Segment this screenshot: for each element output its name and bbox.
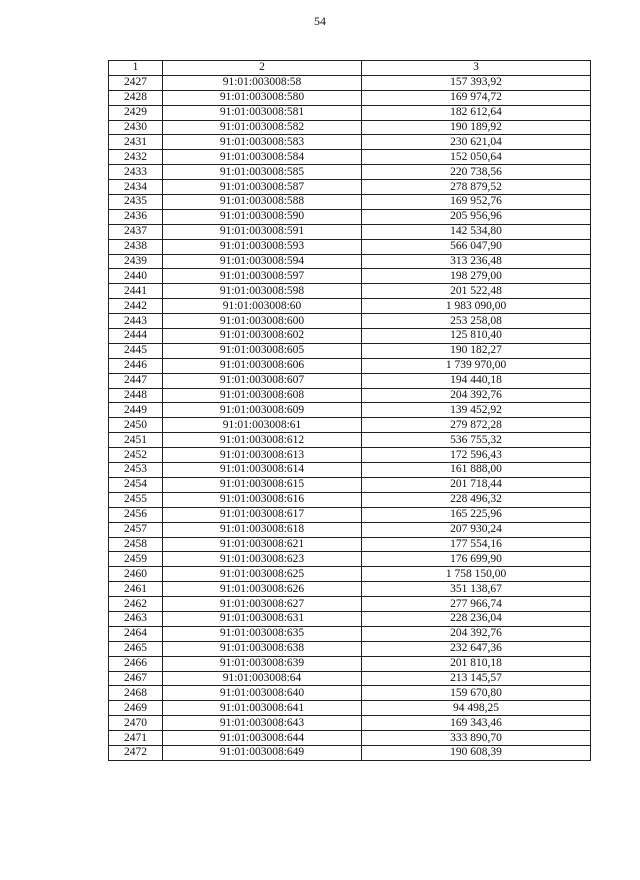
cell-cadastral-number: 91:01:003008:649 (163, 745, 362, 760)
table-row (109, 314, 591, 329)
cell-value: 1 983 090,00 (362, 299, 591, 314)
cell-cadastral-number: 91:01:003008:587 (163, 180, 362, 195)
cell-value: 278 879,52 (362, 180, 591, 195)
cell-value: 190 608,39 (362, 745, 591, 760)
cell-cadastral-number: 91:01:003008:638 (163, 641, 362, 656)
cadastral-value-table (108, 60, 591, 761)
cell-row-number: 2453 (109, 463, 163, 478)
cell-value: 172 596,43 (362, 448, 591, 463)
column-header-number: 1 (109, 61, 163, 76)
table-row (109, 448, 591, 463)
table-row (109, 135, 591, 150)
cell-cadastral-number: 91:01:003008:621 (163, 537, 362, 552)
table-row (109, 373, 591, 388)
header-row (109, 61, 591, 76)
cell-value: 159 670,80 (362, 686, 591, 701)
cell-row-number: 2430 (109, 120, 163, 135)
table-row (109, 463, 591, 478)
cell-value: 157 393,92 (362, 75, 591, 90)
cell-row-number: 2445 (109, 343, 163, 358)
cell-cadastral-number: 91:01:003008:597 (163, 269, 362, 284)
cell-row-number: 2439 (109, 254, 163, 269)
column-header-cadastral-number: 2 (163, 61, 362, 76)
table-row (109, 626, 591, 641)
table-row (109, 150, 591, 165)
table-body (109, 75, 591, 760)
cell-row-number: 2465 (109, 641, 163, 656)
cell-value: 194 440,18 (362, 373, 591, 388)
cell-cadastral-number: 91:01:003008:617 (163, 507, 362, 522)
cell-row-number: 2454 (109, 477, 163, 492)
cell-value: 205 956,96 (362, 209, 591, 224)
cell-value: 351 138,67 (362, 582, 591, 597)
cell-row-number: 2458 (109, 537, 163, 552)
table-row (109, 329, 591, 344)
cell-cadastral-number: 91:01:003008:583 (163, 135, 362, 150)
cell-row-number: 2452 (109, 448, 163, 463)
cell-row-number: 2436 (109, 209, 163, 224)
cell-row-number: 2462 (109, 597, 163, 612)
cell-cadastral-number: 91:01:003008:593 (163, 239, 362, 254)
cell-value: 204 392,76 (362, 626, 591, 641)
cell-value: 177 554,16 (362, 537, 591, 552)
table-row (109, 716, 591, 731)
table-row (109, 641, 591, 656)
table-row (109, 671, 591, 686)
cell-row-number: 2446 (109, 358, 163, 373)
table-row (109, 582, 591, 597)
table-header (109, 61, 591, 76)
cell-value: 125 810,40 (362, 329, 591, 344)
table-row (109, 686, 591, 701)
cell-cadastral-number: 91:01:003008:612 (163, 433, 362, 448)
cell-cadastral-number: 91:01:003008:614 (163, 463, 362, 478)
cell-cadastral-number: 91:01:003008:641 (163, 701, 362, 716)
cell-row-number: 2435 (109, 195, 163, 210)
cell-value: 220 738,56 (362, 165, 591, 180)
table-row (109, 433, 591, 448)
cell-cadastral-number: 91:01:003008:635 (163, 626, 362, 641)
cell-value: 228 236,04 (362, 611, 591, 626)
cell-cadastral-number: 91:01:003008:591 (163, 224, 362, 239)
cell-row-number: 2431 (109, 135, 163, 150)
table-row (109, 269, 591, 284)
cell-value: 176 699,90 (362, 552, 591, 567)
table-row (109, 195, 591, 210)
page-number: 54 (314, 14, 326, 28)
cell-cadastral-number: 91:01:003008:623 (163, 552, 362, 567)
table-row (109, 299, 591, 314)
cell-cadastral-number: 91:01:003008:590 (163, 209, 362, 224)
cell-value: 1 758 150,00 (362, 567, 591, 582)
column-header-value: 3 (362, 61, 591, 76)
table-row (109, 224, 591, 239)
cell-row-number: 2434 (109, 180, 163, 195)
cell-row-number: 2429 (109, 105, 163, 120)
cell-cadastral-number: 91:01:003008:584 (163, 150, 362, 165)
cell-value: 204 392,76 (362, 388, 591, 403)
cell-value: 169 952,76 (362, 195, 591, 210)
cell-value: 169 974,72 (362, 90, 591, 105)
cell-value: 169 343,46 (362, 716, 591, 731)
table-row (109, 180, 591, 195)
cell-row-number: 2456 (109, 507, 163, 522)
cell-value: 566 047,90 (362, 239, 591, 254)
cell-cadastral-number: 91:01:003008:613 (163, 448, 362, 463)
cell-value: 207 930,24 (362, 522, 591, 537)
cell-row-number: 2471 (109, 731, 163, 746)
table-row (109, 105, 591, 120)
cell-value: 230 621,04 (362, 135, 591, 150)
cell-cadastral-number: 91:01:003008:644 (163, 731, 362, 746)
cell-row-number: 2428 (109, 90, 163, 105)
cell-value: 201 522,48 (362, 284, 591, 299)
cell-value: 1 739 970,00 (362, 358, 591, 373)
cell-row-number: 2449 (109, 403, 163, 418)
table-row (109, 537, 591, 552)
table-row (109, 343, 591, 358)
table-row (109, 745, 591, 760)
table-row (109, 120, 591, 135)
cell-row-number: 2457 (109, 522, 163, 537)
table-row (109, 507, 591, 522)
cell-value: 198 279,00 (362, 269, 591, 284)
cell-row-number: 2433 (109, 165, 163, 180)
cell-value: 277 966,74 (362, 597, 591, 612)
table-row (109, 597, 591, 612)
cell-cadastral-number: 91:01:003008:615 (163, 477, 362, 492)
cell-cadastral-number: 91:01:003008:600 (163, 314, 362, 329)
table-row (109, 492, 591, 507)
cell-row-number: 2447 (109, 373, 163, 388)
cell-cadastral-number: 91:01:003008:607 (163, 373, 362, 388)
table-row (109, 75, 591, 90)
cell-row-number: 2442 (109, 299, 163, 314)
table-row (109, 403, 591, 418)
cell-row-number: 2448 (109, 388, 163, 403)
cell-value: 201 810,18 (362, 656, 591, 671)
cell-value: 213 145,57 (362, 671, 591, 686)
cell-row-number: 2464 (109, 626, 163, 641)
cell-value: 253 258,08 (362, 314, 591, 329)
cell-value: 279 872,28 (362, 418, 591, 433)
table-row (109, 418, 591, 433)
cell-cadastral-number: 91:01:003008:609 (163, 403, 362, 418)
cell-cadastral-number: 91:01:003008:581 (163, 105, 362, 120)
cell-row-number: 2468 (109, 686, 163, 701)
cell-value: 201 718,44 (362, 477, 591, 492)
cell-cadastral-number: 91:01:003008:625 (163, 567, 362, 582)
cell-row-number: 2444 (109, 329, 163, 344)
cell-row-number: 2470 (109, 716, 163, 731)
cell-cadastral-number: 91:01:003008:608 (163, 388, 362, 403)
table-row (109, 522, 591, 537)
cell-value: 232 647,36 (362, 641, 591, 656)
cell-value: 182 612,64 (362, 105, 591, 120)
cell-cadastral-number: 91:01:003008:631 (163, 611, 362, 626)
cell-cadastral-number: 91:01:003008:639 (163, 656, 362, 671)
cell-cadastral-number: 91:01:003008:618 (163, 522, 362, 537)
cell-value: 313 236,48 (362, 254, 591, 269)
cell-row-number: 2466 (109, 656, 163, 671)
table-row (109, 611, 591, 626)
cell-cadastral-number: 91:01:003008:605 (163, 343, 362, 358)
cell-cadastral-number: 91:01:003008:585 (163, 165, 362, 180)
cell-value: 139 452,92 (362, 403, 591, 418)
cell-cadastral-number: 91:01:003008:626 (163, 582, 362, 597)
cell-value: 536 755,32 (362, 433, 591, 448)
cell-value: 161 888,00 (362, 463, 591, 478)
cell-row-number: 2451 (109, 433, 163, 448)
cell-row-number: 2463 (109, 611, 163, 626)
cell-cadastral-number: 91:01:003008:602 (163, 329, 362, 344)
cell-cadastral-number: 91:01:003008:640 (163, 686, 362, 701)
table-row (109, 165, 591, 180)
table-row (109, 358, 591, 373)
table-row (109, 731, 591, 746)
cell-cadastral-number: 91:01:003008:582 (163, 120, 362, 135)
cell-value: 228 496,32 (362, 492, 591, 507)
table-row (109, 552, 591, 567)
cell-row-number: 2469 (109, 701, 163, 716)
cell-row-number: 2459 (109, 552, 163, 567)
cell-row-number: 2443 (109, 314, 163, 329)
cell-row-number: 2432 (109, 150, 163, 165)
cell-cadastral-number: 91:01:003008:627 (163, 597, 362, 612)
cell-value: 94 498,25 (362, 701, 591, 716)
table-row (109, 567, 591, 582)
table-row (109, 209, 591, 224)
cell-cadastral-number: 91:01:003008:580 (163, 90, 362, 105)
cell-row-number: 2467 (109, 671, 163, 686)
cell-row-number: 2441 (109, 284, 163, 299)
cell-cadastral-number: 91:01:003008:643 (163, 716, 362, 731)
cell-value: 190 189,92 (362, 120, 591, 135)
cell-cadastral-number: 91:01:003008:58 (163, 75, 362, 90)
cell-value: 165 225,96 (362, 507, 591, 522)
cell-value: 190 182,27 (362, 343, 591, 358)
cell-cadastral-number: 91:01:003008:616 (163, 492, 362, 507)
table-row (109, 477, 591, 492)
table-row (109, 701, 591, 716)
cell-row-number: 2455 (109, 492, 163, 507)
cell-row-number: 2450 (109, 418, 163, 433)
cell-row-number: 2461 (109, 582, 163, 597)
cell-row-number: 2437 (109, 224, 163, 239)
cell-cadastral-number: 91:01:003008:61 (163, 418, 362, 433)
cell-row-number: 2438 (109, 239, 163, 254)
cell-cadastral-number: 91:01:003008:598 (163, 284, 362, 299)
cell-row-number: 2440 (109, 269, 163, 284)
cell-cadastral-number: 91:01:003008:594 (163, 254, 362, 269)
table-row (109, 388, 591, 403)
cell-row-number: 2460 (109, 567, 163, 582)
cell-value: 142 534,80 (362, 224, 591, 239)
table-row (109, 254, 591, 269)
cell-cadastral-number: 91:01:003008:60 (163, 299, 362, 314)
cell-cadastral-number: 91:01:003008:588 (163, 195, 362, 210)
table-row (109, 90, 591, 105)
cell-row-number: 2472 (109, 745, 163, 760)
cell-value: 333 890,70 (362, 731, 591, 746)
cell-cadastral-number: 91:01:003008:606 (163, 358, 362, 373)
table-row (109, 239, 591, 254)
table-row (109, 284, 591, 299)
cell-value: 152 050,64 (362, 150, 591, 165)
table-row (109, 656, 591, 671)
cell-cadastral-number: 91:01:003008:64 (163, 671, 362, 686)
cell-row-number: 2427 (109, 75, 163, 90)
